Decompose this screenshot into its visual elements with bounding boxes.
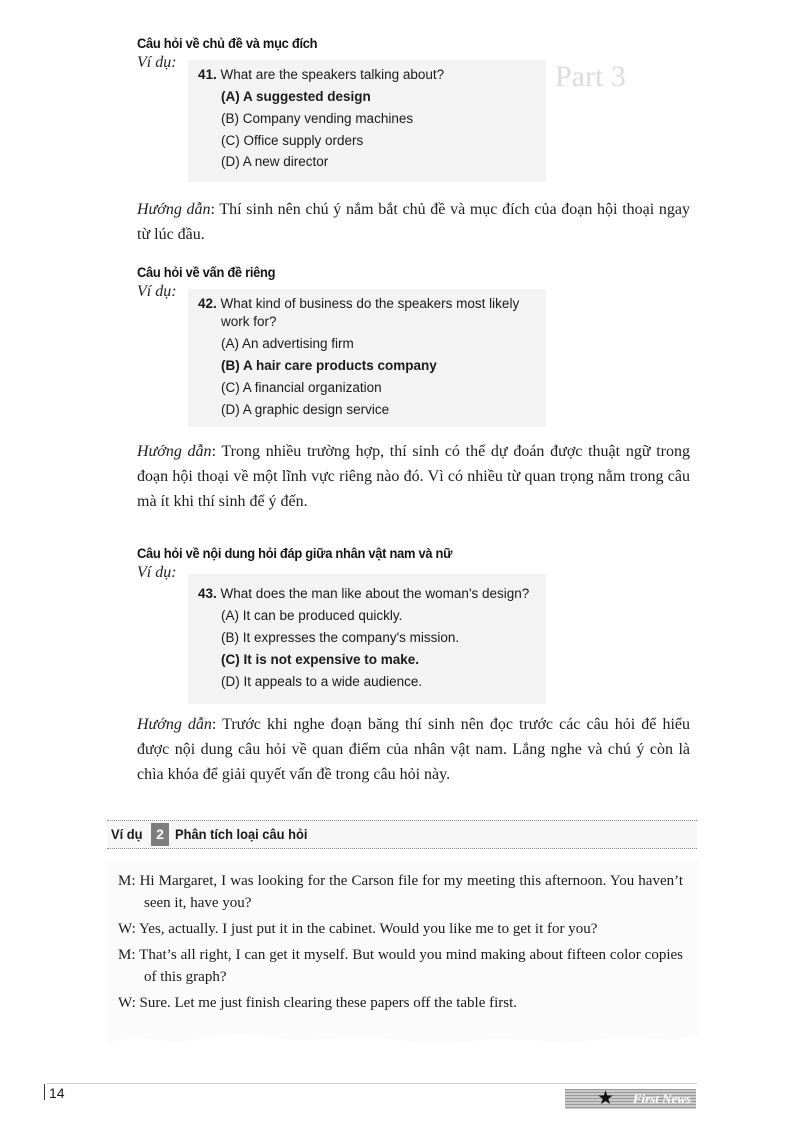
example-section-label: Ví dụ xyxy=(111,826,143,842)
guide-text: : Trước khi nghe đoạn băng thí sinh nên đọc trước các câu hỏi để hiểu được nội dung câu hỏi về quan điểm của nhân vật nam. Lắng nghe và chú ý còn là chìa khóa để giải quyết vấn đề trong câu hỏi này. xyxy=(137,716,690,783)
bleed-through-text: Part 3 xyxy=(555,60,626,93)
example-label: Ví dụ: xyxy=(137,564,177,581)
question-text-continued: work for? xyxy=(221,314,277,329)
footer-divider xyxy=(47,1083,697,1084)
page-number-marker xyxy=(44,1084,45,1100)
section-heading: Câu hỏi về chủ đề và mục đích xyxy=(137,35,318,51)
answer-option: (C) It is not expensive to make. xyxy=(221,652,420,667)
guide-label: Hướng dẫn xyxy=(137,201,211,218)
answer-option: (A) It can be produced quickly. xyxy=(221,608,403,623)
dialogue-turn xyxy=(118,918,683,940)
example-section-header xyxy=(107,820,697,849)
section-heading: Câu hỏi về nội dung hỏi đáp giữa nhân vật nam và nữ xyxy=(137,545,453,561)
answer-option: (A) A suggested design xyxy=(221,89,371,104)
question-text: What kind of business do the speakers most likely xyxy=(220,296,520,311)
dialogue-line: W: Sure. Let me just finish clearing these papers off the table first. xyxy=(118,995,518,1011)
guide-paragraph xyxy=(137,197,690,247)
answer-option: (D) A new director xyxy=(221,154,329,169)
answer-option: (C) A financial organization xyxy=(221,380,382,395)
section-heading: Câu hỏi về vấn đề riêng xyxy=(137,264,276,280)
guide-text: : Thí sinh nên chú ý nắm bắt chủ đề và mục đích của đoạn hội thoại ngay từ lúc đầu. xyxy=(137,201,690,243)
guide-text: : Trong nhiều trường hợp, thí sinh có thể dự đoán được thuật ngữ trong đoạn hội thoại về một lĩnh vực riêng nào đó. Vì có nhiều từ quan trọng nằm trong câu mà ít khi thí sinh để ý đến. xyxy=(137,443,691,510)
question-41 xyxy=(198,66,444,84)
example-section-title: Phân tích loại câu hỏi xyxy=(175,826,308,842)
question-text: What does the man like about the woman's design? xyxy=(220,586,530,601)
answer-option: (B) It expresses the company's mission. xyxy=(221,630,460,645)
dialogue-turn xyxy=(118,992,683,1014)
dialogue-line: M: Hi Margaret, I was looking for the Carson file for my meeting this afternoon. You haven’t seen it, have you? xyxy=(118,873,683,911)
publisher-name: First News xyxy=(632,1091,691,1106)
example-label: Ví dụ: xyxy=(137,283,177,300)
dialogue-turn xyxy=(118,870,683,914)
question-number: 42. xyxy=(198,296,217,311)
dialogue-line: M: That’s all right, I can get it myself. But would you mind making about fifteen color copies of this graph? xyxy=(118,947,683,985)
answer-option: (B) Company vending machines xyxy=(221,111,414,126)
page-number: 14 xyxy=(49,1085,65,1101)
answer-option: (B) A hair care products company xyxy=(221,358,437,373)
answer-option: (D) A graphic design service xyxy=(221,402,390,417)
question-number: 43. xyxy=(198,586,217,601)
answer-option: (A) An advertising firm xyxy=(221,336,354,351)
guide-label: Hướng dẫn xyxy=(137,443,212,460)
guide-label: Hướng dẫn xyxy=(137,716,212,733)
publisher-logo xyxy=(565,1089,696,1109)
guide-paragraph xyxy=(137,712,690,787)
question-number: 41. xyxy=(198,67,217,82)
answer-option: (C) Office supply orders xyxy=(221,133,364,148)
question-text: What are the speakers talking about? xyxy=(220,67,445,82)
example-label: Ví dụ: xyxy=(137,54,177,71)
star-icon: ★ xyxy=(597,1087,615,1109)
answer-option: (D) It appeals to a wide audience. xyxy=(221,674,423,689)
example-section-number: 2 xyxy=(151,823,169,846)
guide-paragraph xyxy=(137,439,690,514)
dialogue-line: W: Yes, actually. I just put it in the cabinet. Would you like me to get it for you? xyxy=(118,921,598,937)
dialogue-turn xyxy=(118,944,683,988)
question-42 xyxy=(198,295,528,313)
question-43 xyxy=(198,585,529,603)
